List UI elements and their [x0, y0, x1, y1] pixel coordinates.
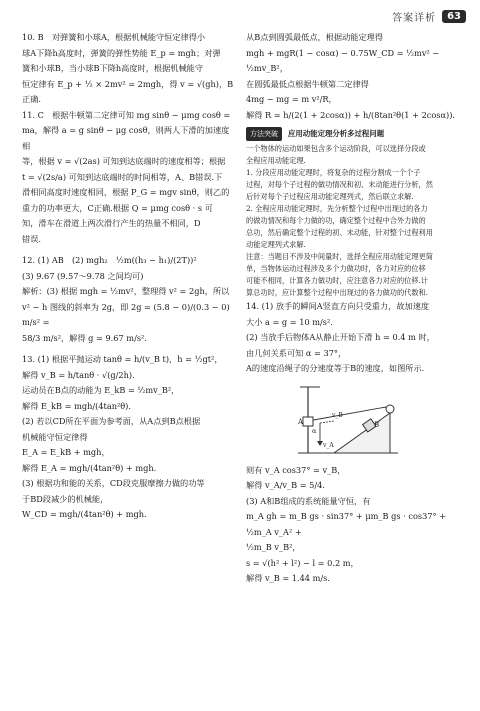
method-line-11: 单，当物体运动过程涉及多个力做功时，各力对应的位移 — [246, 264, 426, 273]
left-column — [22, 30, 236, 523]
page-header — [392, 6, 466, 26]
q14-line-11: s = √(h² + l²) − l = 0.2 m， — [246, 557, 359, 568]
label-va: v_A — [323, 441, 334, 449]
q11-line-7: 知，滑车在滑道上两次滑行产生的热量不相同，D — [22, 218, 201, 228]
q13-line-3: 运动员在B点的动能为 E_kB = ½mv_B²， — [22, 385, 180, 395]
q14-line-6: 则有 v_A cos37° = v_B， — [246, 464, 346, 475]
q13-line-7: E_A = E_kB + mgh， — [22, 447, 110, 457]
q12-line-4: v² − h 图线的斜率为 2g，即 2g = (5.8 − 0)/(0.3 − 0) m/s² = — [22, 301, 230, 327]
q10-line-4: 恒定律有 E_p + ½ × 2mv² = 2mgh，得 v = √(gh)，B — [22, 78, 234, 89]
q14-line-7: 解得 v_A/v_B = 5/4. — [246, 480, 325, 490]
incline — [334, 413, 390, 453]
q13-line-6: 机械能守恒定律得 — [22, 431, 88, 442]
method-title-row — [246, 127, 464, 141]
q14-line-5: A的速度沿绳子的分速度等于B的速度，如图所示. — [246, 363, 425, 373]
method-heading: 应用动能定理分析多过程问题 — [288, 129, 385, 138]
label-alpha: α — [312, 426, 317, 435]
q13-line-5: (2) 若以CD所在平面为参考面，从A点到B点根据 — [22, 416, 201, 426]
method-line-8: 总功，然后确定整个过程的初、末动能，针对整个过程利用 — [246, 228, 433, 237]
label-b: B — [374, 420, 380, 429]
q11-line-4: t = √(2s/a) 可知到达底端时的时间相等，A、B错误.下 — [22, 171, 223, 182]
q12-line-3: 解析：(3) 根据 mgh = ½mv²，整理得 v² = 2gh，所以 — [22, 286, 230, 296]
q13-line-1: 13. (1) 根据平抛运动 tanθ = h/(v_B t)，h = ½gt²， — [22, 354, 223, 364]
pulley-diagram — [294, 381, 402, 459]
q13-line-10: 于BD段减少的机械能， — [22, 493, 109, 504]
method-box — [246, 127, 464, 299]
q10-line-3: 簧和小球B，当小球B下降h高度时，根据机械能守 — [22, 63, 204, 73]
q13-cont-line-5: 解得 R = h/(2(1 + 2cosα)) + h/(8tan²θ(1 + 2cosα)). — [246, 109, 456, 120]
q14-line-1: 14. (1) 放手的瞬间A竖直方向只受重力，故加速度 — [246, 301, 430, 311]
method-line-9: 动能定理列式求解. — [246, 240, 306, 249]
q12-line-2: (3) 9.67 (9.57～9.78 之间均可) — [22, 270, 144, 281]
q10-line-1: 10. B 对弹簧和小球A，根据机械能守恒定律得小 — [22, 32, 206, 42]
page-number: 63 — [442, 10, 466, 23]
q11-line-8: 错误. — [22, 233, 41, 244]
q13-line-2: 解得 v_B = h/tanθ · √(g/2h). — [22, 369, 135, 380]
q13-line-4: 解得 E_kB = mgh/(4tan²θ). — [22, 400, 131, 411]
q10-line-5: 正确. — [22, 94, 41, 104]
method-line-12: 可能不相同，计算各力做功时，应注意各力对应的位移.计 — [246, 276, 428, 285]
q12-line-1: 12. (1) AB (2) mgh₂ ½m((h₃ − h₁)/(2T))² — [22, 255, 197, 265]
method-tag: 方法突破 — [246, 127, 282, 141]
block-a — [303, 417, 313, 426]
q14-line-10: ½m_B v_B²， — [246, 542, 301, 552]
q13-cont-line-4: 4mg − mg = m v²/R， — [246, 94, 337, 104]
label-a: A — [298, 417, 304, 426]
q13-cont-line-3: 在圆弧最低点根据牛顿第二定律得 — [246, 78, 369, 89]
pulley-figure — [294, 381, 402, 459]
method-line-5: 后针对每个子过程应用动能定理列式，然后联立求解. — [246, 192, 414, 201]
q13-line-9: (3) 根据功和能的关系，CD段克服摩擦力做的功等 — [22, 478, 205, 488]
q14-line-9: m_A gh = m_B gs · sin37° + μm_B gs · cos37° + ½m_A v_A² + — [246, 511, 447, 537]
q11-line-3: 等，根据 v = √(2as) 可知到达底端时的速度相等；根据 — [22, 156, 226, 166]
method-line-2: 全程应用动能定理. — [246, 156, 306, 165]
rope-a — [308, 407, 386, 421]
q13-cont-line-1: 从B点到圆弧最低点，根据动能定理得 — [246, 32, 384, 42]
q12-line-5: 58/3 m/s²，解得 g = 9.67 m/s². — [22, 332, 147, 343]
method-line-6: 2. 全程应用动能定理时，先分析整个过程中出现过的各力 — [246, 204, 428, 213]
q13-cont-line-2: mgh + mgR(1 − cosα) − 0.75W_CD = ½mv² − ½mv_B²， — [246, 47, 440, 73]
method-line-10: 注意：当题目不涉及中间量时，选择全程应用动能定理更简 — [246, 252, 433, 261]
q13-line-11: W_CD = mgh/(4tan²θ) + mgh. — [22, 509, 147, 519]
q13-line-8: 解得 E_A = mgh/(4tan²θ) + mgh. — [22, 462, 157, 473]
method-line-1: 一个物体的运动如果包含多个运动阶段，可以选择分段或 — [246, 144, 426, 153]
arrow-vb — [320, 421, 334, 423]
q11-line-6: 重力的功率更大，C正确.根据 Q = μmg cosθ · s 可 — [22, 202, 213, 213]
label-vb: v_B — [332, 411, 343, 419]
pulley — [386, 405, 394, 413]
q11-line-5: 滑相同高度时速度相同，根据 P_G = mgv sinθ，则乙的 — [22, 187, 230, 197]
q14-line-3: (2) 当放手后物体A从静止开始下滑 h = 0.4 m 时， — [246, 332, 435, 342]
method-line-7: 的做功情况和每个力做的功，确定整个过程中合外力做的 — [246, 216, 426, 225]
method-line-13: 算总功时，应计算整个过程中出现过的各力做功的代数和. — [246, 288, 428, 297]
method-line-3: 1. 分段应用动能定理时，将复杂的过程分割成一个个子 — [246, 168, 421, 177]
header-title: 答案详析 — [392, 12, 437, 24]
q11-line-2: ma，解得 a = g sinθ − μg cosθ，则两人下滑的加速度相 — [22, 125, 230, 151]
method-line-4: 过程，对每个子过程的做功情况和初、末动能进行分析，然 — [246, 180, 433, 189]
q10-line-2: 球A下降h高度时，弹簧的弹性势能 E_p = mgh；对弹 — [22, 47, 221, 58]
q14-line-2: 大小 a = g = 10 m/s². — [246, 316, 333, 327]
q14-line-8: (3) A和B组成的系统能量守恒，有 — [246, 495, 371, 506]
q14-line-12: 解得 v_B = 1.44 m/s. — [246, 573, 330, 583]
q11-line-1: 11. C 根据牛顿第二定律可知 mg sinθ − μmg cosθ = — [22, 109, 231, 120]
q14-line-4: 由几何关系可知 α = 37°， — [246, 347, 347, 358]
right-column — [246, 30, 464, 587]
